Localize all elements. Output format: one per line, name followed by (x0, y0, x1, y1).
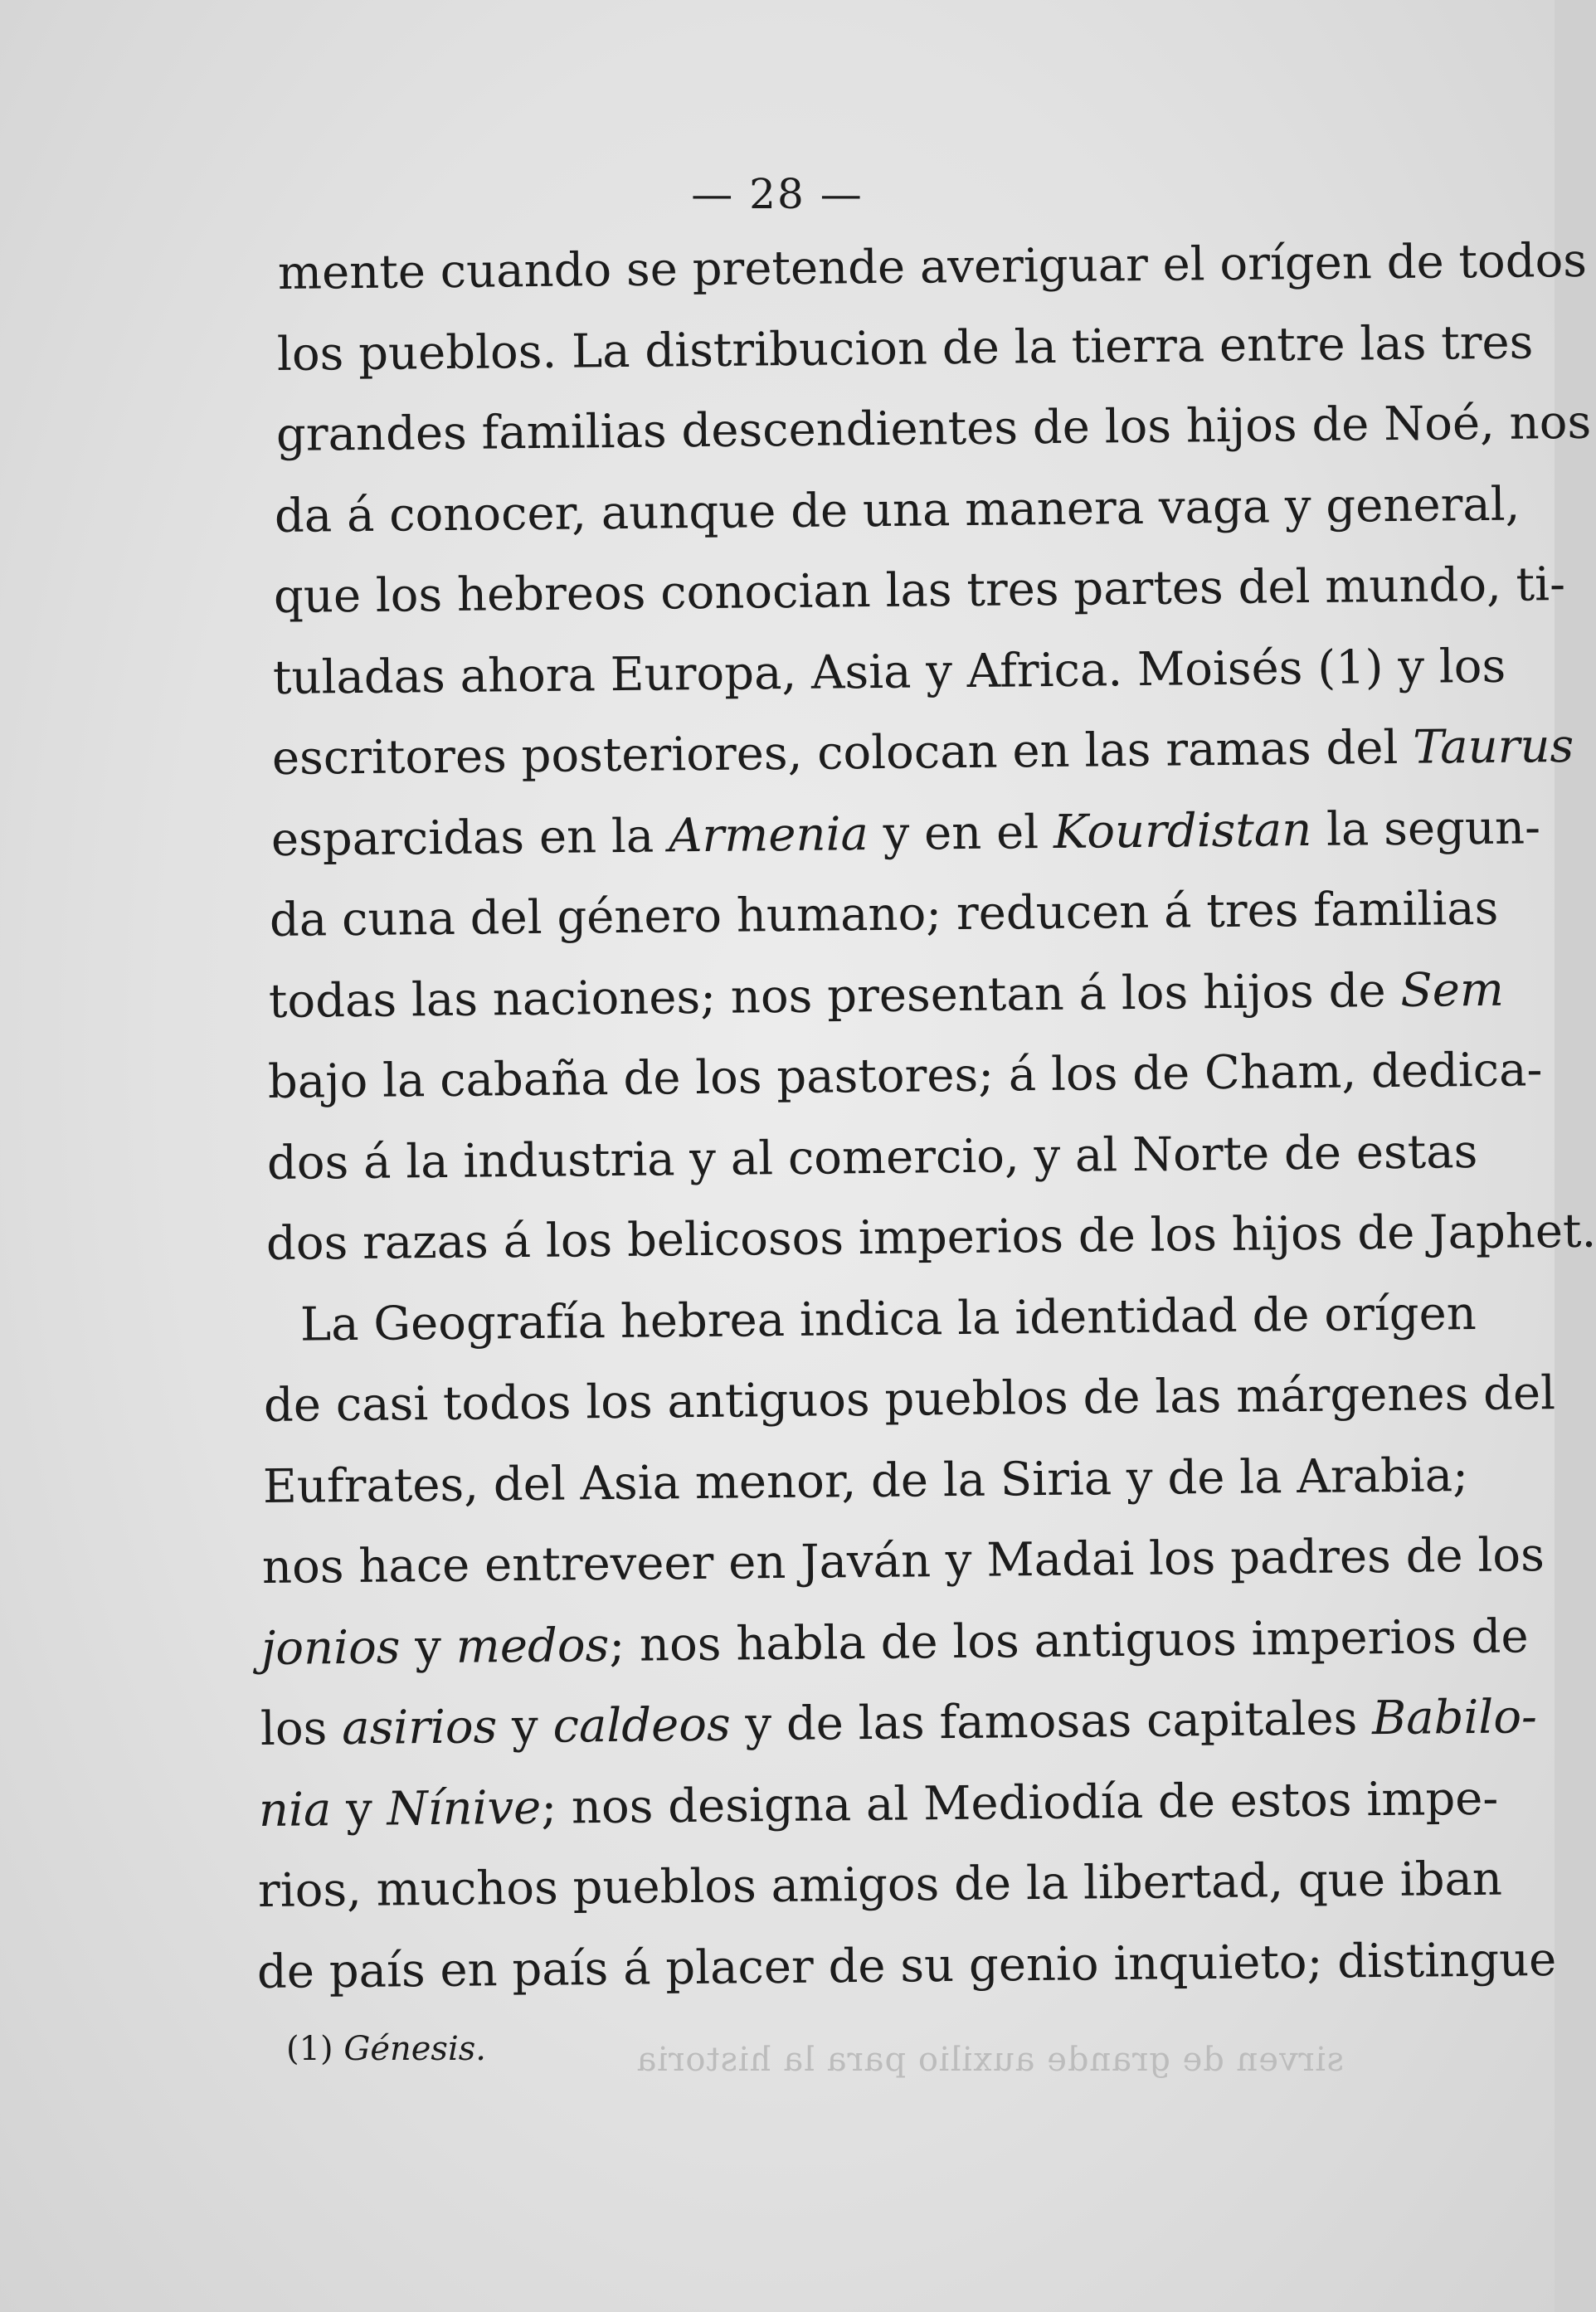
italic-text-segment: caldeos (552, 1697, 731, 1754)
italic-text-segment: jonios (260, 1619, 401, 1676)
text-segment: mente cuando se pretende averiguar el orígen de todos (277, 233, 1588, 300)
text-line (275, 473, 1521, 549)
text-segment: los (260, 1701, 343, 1756)
footnote-marker: (1) (286, 2030, 344, 2068)
text-segment: dos á la industria y al comercio, y al Norte de estas (266, 1124, 1478, 1190)
text-segment: todas las naciones; nos presentan á los hijos de (268, 963, 1401, 1029)
italic-text-segment: Armenia (668, 806, 869, 863)
text-line (270, 796, 1540, 873)
italic-text-segment: medos (455, 1618, 610, 1674)
text-segment: ; nos designa al Mediodía de estos impe- (541, 1771, 1499, 1835)
text-line (260, 1687, 1537, 1763)
text-line (273, 554, 1566, 630)
text-segment: que los hebreos conocian las tres partes del mundo, ti- (273, 557, 1566, 624)
text-line (275, 392, 1592, 469)
text-segment: da cuna del género humano; reducen á tres familias (270, 881, 1500, 947)
text-line (256, 1929, 1557, 2005)
text-segment: bajo la cabaña de los pastores; á los de Cham, dedica- (267, 1043, 1543, 1109)
text-segment: escritores posteriores, colocan en las ramas del (271, 720, 1414, 786)
text-segment: grandes familias descendientes de los hijos de Noé, nos (275, 395, 1592, 462)
italic-text-segment: Sem (1400, 962, 1505, 1018)
italic-text-segment: Taurus (1412, 718, 1574, 775)
text-segment: dos razas á los belicosos imperios de los hijos de Japhet. (265, 1204, 1596, 1271)
text-line (271, 716, 1574, 792)
text-segment: Eufrates, del Asia menor, de la Siria y de la Arabia; (262, 1448, 1469, 1514)
text-segment: La Geografía hebrea indica la identidad de orígen (299, 1286, 1477, 1352)
text-segment: y (496, 1699, 553, 1755)
bleed-through-text: sirven de grande auxilio para la historia (635, 2041, 1344, 2079)
text-line (276, 311, 1534, 387)
text-line (268, 958, 1505, 1034)
italic-text-segment: asirios (341, 1700, 498, 1756)
italic-text-segment: Nínive (387, 1780, 542, 1837)
text-line (260, 1605, 1529, 1682)
text-segment: ; nos habla de los antiguos imperios de (608, 1609, 1529, 1672)
text-line (265, 1201, 1596, 1278)
footnote (286, 2024, 486, 2074)
text-segment: y en el (868, 805, 1053, 861)
text-line (266, 1120, 1478, 1196)
text-line (270, 878, 1500, 954)
page-number: — 28 — (691, 170, 864, 218)
text-line (264, 1363, 1556, 1439)
text-line (259, 1767, 1499, 1843)
text-line (272, 635, 1506, 711)
footnote-text: Génesis. (343, 2030, 486, 2068)
text-segment: tuladas ahora Europa, Asia y Africa. Moisés (1) y los (272, 639, 1506, 705)
text-segment: y de las famosas capitales (729, 1691, 1372, 1752)
text-segment: y (399, 1619, 456, 1674)
text-line (277, 231, 1588, 307)
text-segment: los pueblos. La distribucion de la tierra entre las tres (276, 314, 1534, 382)
text-line (267, 1039, 1543, 1116)
text-segment: esparcidas en la (270, 808, 669, 867)
text-segment: y (331, 1782, 388, 1837)
text-segment: da á conocer, aunque de una manera vaga y general, (275, 477, 1521, 543)
italic-text-segment: Kourdistan (1053, 802, 1312, 859)
italic-text-segment: Babilo- (1371, 1690, 1537, 1746)
text-line (262, 1443, 1469, 1520)
text-segment: de país en país á placer de su genio inquieto; distingue (256, 1932, 1557, 1999)
text-segment: nos hace entreveer en Javán y Madai los padres de los (261, 1528, 1545, 1594)
text-segment: rios, muchos pueblos amigos de la libertad, que iban (257, 1852, 1503, 1918)
text-segment: de casi todos los antiguos pueblos de las márgenes del (264, 1366, 1556, 1433)
text-segment: la segun- (1311, 800, 1540, 857)
italic-text-segment: nia (259, 1782, 333, 1837)
text-line (261, 1525, 1545, 1601)
text-line (265, 1282, 1477, 1358)
text-line (257, 1848, 1503, 1925)
